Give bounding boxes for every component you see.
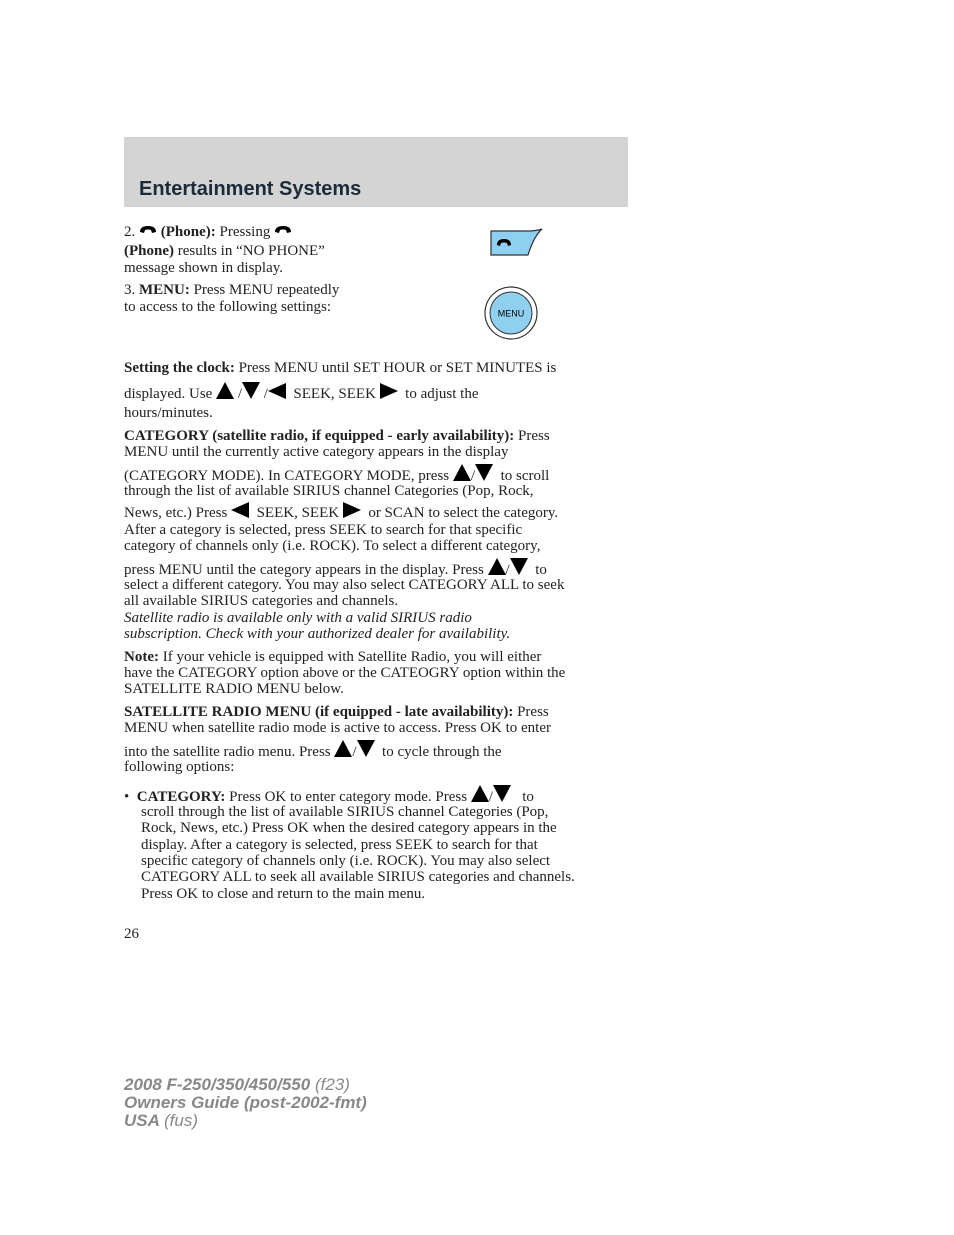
item-number: 3.: [124, 282, 136, 298]
clock-line1-text: Press MENU until SET HOUR or SET MINUTES is: [238, 360, 557, 376]
clock-line1: [124, 360, 556, 377]
bullet-line4: display. After a category is selected, press SEEK to search for that: [141, 837, 538, 853]
sat-menu-line3-end: to cycle through the: [382, 744, 502, 760]
note-label: Note:: [124, 649, 159, 665]
slash: /: [488, 789, 493, 805]
clock-line2-end: to adjust the: [405, 386, 479, 402]
page-number: 26: [124, 926, 139, 942]
sat-menu-line3: [124, 740, 502, 761]
phone-item-line2: [124, 243, 325, 260]
clock-line2: [124, 382, 479, 403]
category-line8: [124, 558, 547, 579]
phone-label: (Phone):: [160, 224, 216, 240]
category-line5: [124, 502, 558, 522]
seek-left-icon: [231, 502, 249, 518]
italic-line2: subscription. Check with your authorized dealer for availability.: [124, 626, 511, 642]
arrow-up-icon: [488, 558, 506, 575]
menu-button-label: MENU: [497, 308, 525, 319]
seek-text: SEEK, SEEK: [293, 386, 376, 402]
category-line6: After a category is selected, press SEEK to search for that specific: [124, 522, 523, 538]
seek-left-icon: [268, 383, 286, 399]
category-line7: category of channels only (i.e. ROCK). To select a different category,: [124, 538, 541, 554]
sat-menu-label-rest: Press: [517, 704, 549, 720]
slash: /: [263, 386, 268, 402]
note-line1: [124, 649, 541, 666]
satellite-availability-note: [124, 610, 472, 627]
bullet-marker: •: [124, 789, 130, 805]
category-line3-text: (CATEGORY MODE). In CATEGORY MODE, press: [124, 468, 450, 484]
bullet-line7: Press OK to close and return to the main menu.: [141, 886, 426, 902]
arrow-down-icon: [242, 382, 260, 399]
menu-item-line2: to access to the following settings:: [124, 299, 332, 315]
italic-line1: Satellite radio is available only with a valid SIRIUS radio: [124, 610, 472, 626]
clock-label: Setting the clock:: [124, 360, 235, 376]
bullet-line3: Rock, News, etc.) Press OK when the desired category appears in the: [141, 820, 557, 836]
category-line5-text: News, etc.) Press: [124, 505, 228, 521]
seek-right-icon: [343, 502, 361, 518]
slash: /: [237, 386, 242, 402]
footer-model-line: [124, 1076, 367, 1094]
clock-line3: hours/minutes.: [124, 405, 213, 421]
phone-line2-text: results in “NO PHONE”: [177, 243, 325, 259]
arrow-down-icon: [493, 785, 511, 802]
category-line9: select a different category. You may also select CATEGORY ALL to seek: [124, 577, 565, 593]
category-line1: [124, 428, 550, 445]
bullet-line1-end: to: [522, 789, 534, 805]
slash: /: [352, 744, 357, 760]
menu-line1-text: Press MENU repeatedly: [193, 282, 340, 298]
phone-icon: [139, 225, 157, 235]
sat-menu-line2: MENU when satellite radio mode is active to access. Press OK to enter: [124, 720, 551, 736]
phone-item-line1: [124, 224, 292, 241]
document-footer: [124, 1076, 367, 1130]
note-line1-text: If your vehicle is equipped with Satellite Radio, you will either: [162, 649, 542, 665]
bullet-line2: scroll through the list of available SIRIUS channel Categories (Pop,: [141, 804, 549, 820]
phone-item-line3: message shown in display.: [124, 260, 284, 276]
arrow-up-icon: [334, 740, 352, 757]
clock-line2-text: displayed. Use: [124, 386, 213, 402]
category-line2: MENU until the currently active category appears in the display: [124, 444, 509, 460]
note-line2: have the CATEGORY option above or the CATEOGRY option within the: [124, 665, 566, 681]
footer-region-code: (fus): [164, 1111, 198, 1130]
arrow-down-icon: [475, 464, 493, 481]
arrow-up-icon: [471, 785, 489, 802]
menu-item-line1: [124, 282, 339, 299]
sat-menu-label: SATELLITE RADIO MENU (if equipped - late availability):: [124, 704, 514, 720]
phone-pressing-text: Pressing: [219, 224, 271, 240]
category-line3: [124, 464, 549, 485]
category-line4: through the list of available SIRIUS channel Categories (Pop, Rock,: [124, 483, 534, 499]
bullet-line1-text: Press OK to enter category mode. Press: [229, 789, 468, 805]
bullet-line6: CATEGORY ALL to seek all available SIRIUS categories and channels.: [141, 869, 575, 885]
slash: /: [505, 562, 510, 578]
seek-text: SEEK, SEEK: [256, 505, 340, 521]
category-line10: all available SIRIUS categories and channels.: [124, 593, 399, 609]
section-header: [124, 137, 628, 207]
arrow-down-icon: [510, 558, 528, 575]
category-line8-end: to: [535, 562, 547, 578]
sat-menu-line4: following options:: [124, 759, 235, 775]
phone-icon: [274, 225, 292, 235]
category-label: CATEGORY (satellite radio, if equipped - early availability):: [124, 428, 515, 444]
footer-model: 2008 F-250/350/450/550: [124, 1075, 311, 1094]
bullet-line1: [124, 785, 534, 806]
item-number: 2.: [124, 224, 136, 240]
category-line8-text: press MENU until the category appears in the display. Press: [124, 562, 484, 578]
arrow-down-icon: [357, 740, 375, 757]
category-label-rest: Press: [518, 428, 550, 444]
footer-guide-line: Owners Guide (post-2002-fmt): [124, 1093, 367, 1112]
footer-region-line: [124, 1112, 367, 1130]
bullet-line5: specific category of channels only (i.e. ROCK). You may also select: [141, 853, 551, 869]
sat-menu-line1: [124, 704, 549, 721]
category-line5-end: or SCAN to select the category.: [368, 505, 559, 521]
footer-region: USA: [124, 1111, 160, 1130]
category-line3-end: to scroll: [500, 468, 550, 484]
note-line3: SATELLITE RADIO MENU below.: [124, 681, 344, 697]
sat-menu-line3-text: into the satellite radio menu. Press: [124, 744, 331, 760]
bullet-label: CATEGORY:: [136, 789, 226, 805]
slash: /: [470, 468, 476, 484]
menu-button-icon: [484, 286, 540, 342]
satellite-availability-note-2: [124, 626, 510, 643]
seek-right-icon: [380, 383, 398, 399]
section-title: Entertainment Systems: [139, 178, 362, 200]
menu-label: MENU:: [139, 282, 190, 298]
arrow-up-icon: [216, 382, 234, 399]
phone-button-icon: [488, 228, 544, 258]
phone-label-2: (Phone): [124, 243, 174, 259]
arrow-up-icon: [453, 464, 471, 481]
footer-model-code: (f23): [314, 1075, 350, 1094]
